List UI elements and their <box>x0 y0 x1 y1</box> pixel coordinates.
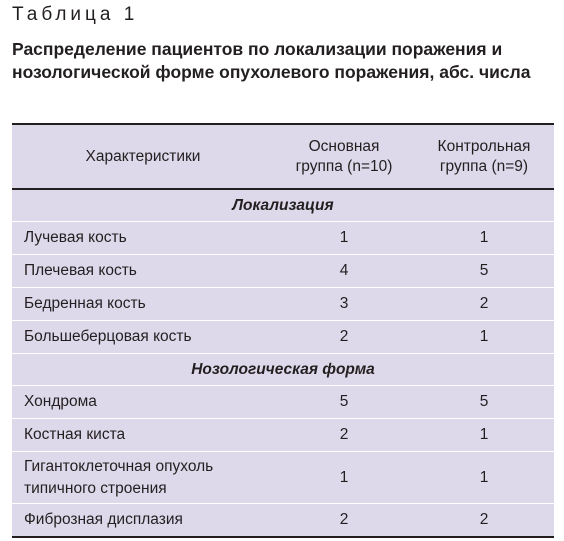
row-main-value: 5 <box>274 386 414 419</box>
row-main-value: 1 <box>274 452 414 504</box>
row-control-value: 5 <box>414 386 554 419</box>
header-main-group-line1: Основная <box>308 137 380 155</box>
row-name: Лучевая кость <box>12 222 274 255</box>
table-row <box>12 255 554 288</box>
row-main-value: 1 <box>274 222 414 255</box>
row-control-value: 2 <box>414 504 554 538</box>
row-name <box>12 452 274 504</box>
table-row <box>12 504 554 538</box>
header-control-group <box>414 124 554 189</box>
header-row <box>12 124 554 189</box>
table-row <box>12 386 554 419</box>
header-main-group <box>274 124 414 189</box>
table-row <box>12 288 554 321</box>
row-control-value: 1 <box>414 419 554 452</box>
distribution-table <box>12 123 554 538</box>
header-control-group-line2: группа (n=9) <box>439 157 529 175</box>
row-main-value: 4 <box>274 255 414 288</box>
table-row <box>12 222 554 255</box>
row-main-value: 2 <box>274 504 414 538</box>
section-row-nosological-form <box>12 354 554 386</box>
row-control-value: 5 <box>414 255 554 288</box>
header-control-group-line1: Контрольная <box>437 137 531 155</box>
row-main-value: 2 <box>274 419 414 452</box>
row-name: Хондрома <box>12 386 274 419</box>
row-main-value: 3 <box>274 288 414 321</box>
row-name: Фиброзная дисплазия <box>12 504 274 538</box>
row-main-value: 2 <box>274 321 414 354</box>
row-control-value: 1 <box>414 452 554 504</box>
table-row <box>12 419 554 452</box>
row-name: Плечевая кость <box>12 255 274 288</box>
table-label: Таблица 1 <box>12 4 139 25</box>
row-control-value: 1 <box>414 222 554 255</box>
row-name: Бедренная кость <box>12 288 274 321</box>
row-name-line1: Гигантоклеточная опухоль <box>24 457 214 475</box>
section-row-localization <box>12 189 554 222</box>
header-characteristics: Характеристики <box>12 124 274 189</box>
row-control-value: 1 <box>414 321 554 354</box>
row-name: Большеберцовая кость <box>12 321 274 354</box>
row-name: Костная киста <box>12 419 274 452</box>
table-caption: Распределение пациентов по локализации поражения и нозологической форме опухолевого поражения, абс. числа <box>12 39 531 82</box>
section-title: Локализация <box>12 189 554 222</box>
header-main-group-line2: группа (n=10) <box>295 157 393 175</box>
table-row <box>12 321 554 354</box>
row-control-value: 2 <box>414 288 554 321</box>
section-title: Нозологическая форма <box>12 354 554 386</box>
table-row <box>12 452 554 504</box>
row-name-line2: типичного строения <box>24 479 167 497</box>
